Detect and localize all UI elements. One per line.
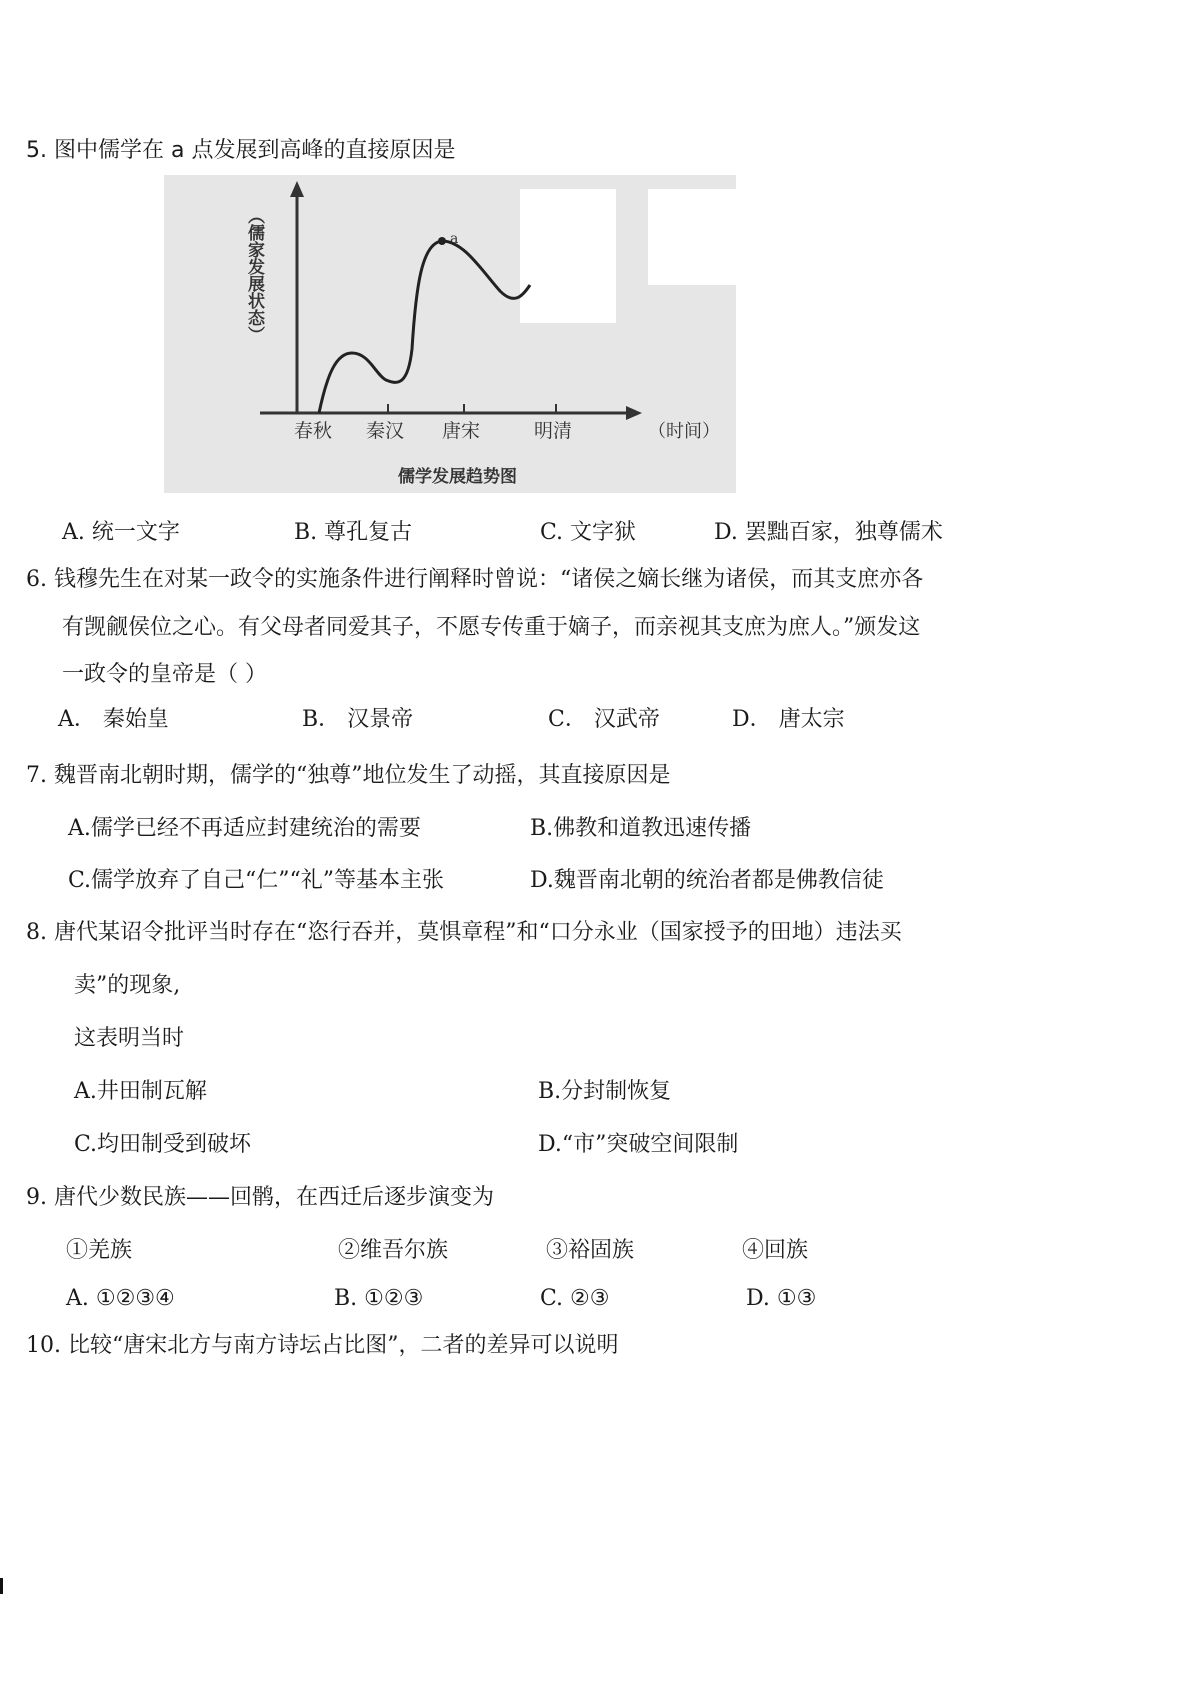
x-axis-arrow xyxy=(626,406,642,420)
q8-option-a: A.井田制瓦解 xyxy=(74,1079,207,1104)
q6-stem-line1: 6. 钱穆先生在对某一政令的实施条件进行阐释时曾说：“诸侯之嫡长继为诸侯，而其支庶亦各 xyxy=(26,567,924,592)
q8-option-c: C.均田制受到破坏 xyxy=(74,1132,252,1157)
page-edge-mark xyxy=(0,1578,3,1594)
q5-option-b: B. 尊孔复古 xyxy=(294,520,413,545)
q9-option-d: D. ①③ xyxy=(746,1286,817,1311)
q10-stem: 10. 比较“唐宋北方与南方诗坛占比图”，二者的差异可以说明 xyxy=(26,1333,619,1358)
q8-stem-line1: 8. 唐代某诏令批评当时存在“恣行吞并，莫惧章程”和“口分永业（国家授予的田地）违法买 xyxy=(26,920,902,945)
trend-curve xyxy=(319,241,530,413)
q9-item-1: ①羌族 xyxy=(66,1238,133,1263)
figure-caption: 儒学发展趋势图 xyxy=(398,467,517,487)
q5-trend-figure xyxy=(164,175,736,493)
q9-option-b: B. ①②③ xyxy=(334,1286,424,1311)
point-a-label: a xyxy=(450,231,459,247)
x-label-mingqing: 明清 xyxy=(534,420,573,442)
q5-option-a: A. 统一文字 xyxy=(62,520,180,545)
q7-stem: 7. 魏晋南北朝时期，儒学的“独尊”地位发生了动摇，其直接原因是 xyxy=(26,763,671,788)
q9-item-4: ④回族 xyxy=(742,1238,809,1263)
q6-option-a: A． 秦始皇 xyxy=(58,707,169,732)
q7-option-a: A.儒学已经不再适应封建统治的需要 xyxy=(68,816,421,841)
q6-option-d: D． 唐太宗 xyxy=(732,707,845,732)
q7-option-b: B.佛教和道教迅速传播 xyxy=(530,816,752,841)
q9-item-2: ②维吾尔族 xyxy=(338,1238,449,1263)
q5-option-d: D. 罢黜百家，独尊儒术 xyxy=(714,520,943,545)
q8-stem-line2: 卖”的现象, xyxy=(74,973,181,998)
y-axis-label: （儒家发展状态） xyxy=(244,207,264,343)
q8-option-d: D.“市”突破空间限制 xyxy=(538,1132,739,1157)
q9-stem: 9. 唐代少数民族——回鹘，在西迁后逐步演变为 xyxy=(26,1185,494,1210)
q9-item-3: ③裕固族 xyxy=(546,1238,635,1263)
q7-option-d: D.魏晋南北朝的统治者都是佛教信徒 xyxy=(530,868,884,893)
q8-option-b: B.分封制恢复 xyxy=(538,1079,672,1104)
figure-blank-patch xyxy=(520,189,616,323)
q5-stem: 5. 图中儒学在 a 点发展到高峰的直接原因是 xyxy=(26,138,456,163)
q5-option-c: C. 文字狱 xyxy=(540,520,637,545)
y-axis-arrow xyxy=(290,181,304,197)
q9-option-c: C. ②③ xyxy=(540,1286,610,1311)
q6-stem-line2: 有觊觎侯位之心。有父母者同爱其子，不愿专传重于嫡子，而亲视其支庶为庶人。”颁发这 xyxy=(62,615,921,640)
x-label-tangsong: 唐宋 xyxy=(442,420,481,442)
figure-blank-patch-2 xyxy=(648,189,736,285)
q8-stem-line3: 这表明当时 xyxy=(74,1026,185,1051)
q6-option-b: B． 汉景帝 xyxy=(302,707,414,732)
q7-option-c: C.儒学放弃了自己“仁”“礼”等基本主张 xyxy=(68,868,445,893)
confucianism-trend-chart xyxy=(164,175,736,493)
x-axis-unit: （时间） xyxy=(648,421,720,442)
x-label-chunqiu: 春秋 xyxy=(294,420,333,442)
peak-point-a xyxy=(438,237,446,245)
q6-option-c: C． 汉武帝 xyxy=(548,707,660,732)
x-label-qinhan: 秦汉 xyxy=(366,420,405,442)
q9-option-a: A. ①②③④ xyxy=(66,1286,175,1311)
q6-stem-line3: 一政令的皇帝是（ ） xyxy=(62,662,267,687)
